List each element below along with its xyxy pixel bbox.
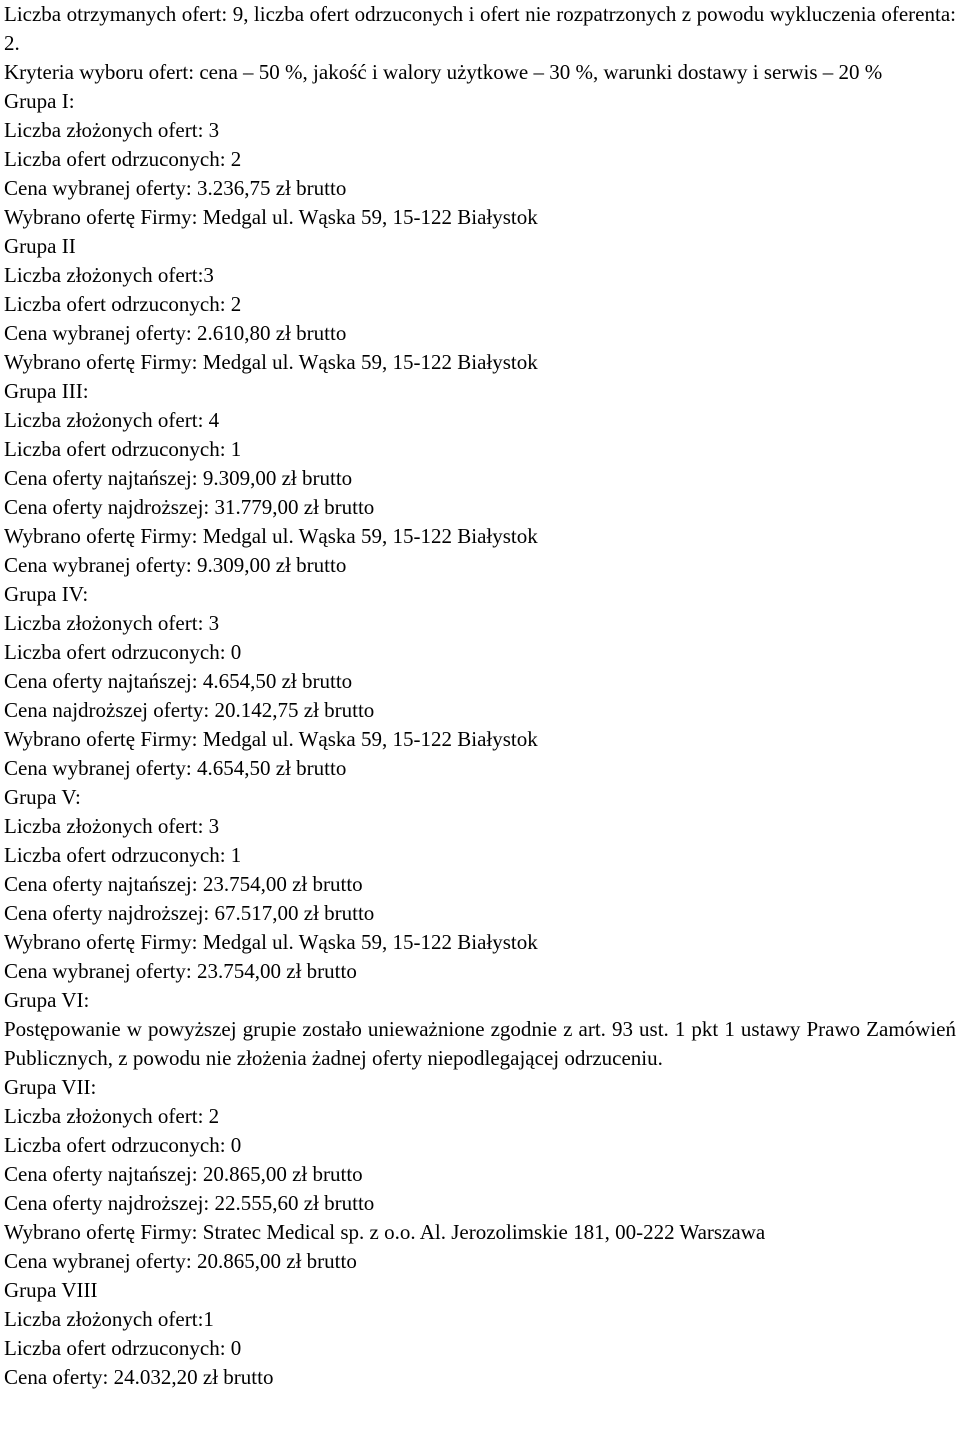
group-paragraph: Postępowanie w powyższej grupie zostało unieważnione zgodnie z art. 93 ust. 1 pkt 1 ustawy Prawo Zamówień Publicznych, z powodu nie złożenia żadnej oferty niepodlegającej odrzuceniu. (4, 1017, 956, 1070)
group-detail-line: Cena wybranej oferty: 3.236,75 zł brutto (4, 176, 347, 200)
group-detail-line: Liczba złożonych ofert: 2 (4, 1104, 220, 1128)
group-detail-line: Cena wybranej oferty: 4.654,50 zł brutto (4, 756, 347, 780)
group-detail-line: Cena wybranej oferty: 9.309,00 zł brutto (4, 553, 347, 577)
group-detail-line: Cena oferty najdroższej: 31.779,00 zł brutto (4, 495, 375, 519)
group-detail-line: Cena wybranej oferty: 23.754,00 zł brutto (4, 959, 357, 983)
group-detail-line: Liczba ofert odrzuconych: 2 (4, 292, 242, 316)
group-block (4, 377, 956, 580)
group-detail-line: Liczba złożonych ofert:1 (4, 1307, 214, 1331)
group-detail-line: Liczba złożonych ofert: 4 (4, 408, 220, 432)
group-detail-line: Cena wybranej oferty: 20.865,00 zł brutto (4, 1249, 357, 1273)
group-detail-line: Liczba ofert odrzuconych: 0 (4, 1336, 242, 1360)
group-detail-line: Wybrano ofertę Firmy: Medgal ul. Wąska 59, 15-122 Białystok (4, 205, 538, 229)
group-detail-line: Cena oferty najdroższej: 67.517,00 zł brutto (4, 901, 375, 925)
group-detail-line: Cena wybranej oferty: 2.610,80 zł brutto (4, 321, 347, 345)
group-detail-line: Liczba złożonych ofert: 3 (4, 814, 220, 838)
group-title: Grupa VII: (4, 1075, 97, 1099)
group-block (4, 580, 956, 783)
group-title: Grupa IV: (4, 582, 89, 606)
group-detail-line: Liczba złożonych ofert:3 (4, 263, 214, 287)
group-title: Grupa III: (4, 379, 89, 403)
group-detail-line: Wybrano ofertę Firmy: Medgal ul. Wąska 59, 15-122 Białystok (4, 727, 538, 751)
group-detail-line: Liczba ofert odrzuconych: 0 (4, 640, 242, 664)
group-title: Grupa VIII (4, 1278, 98, 1302)
group-detail-line: Cena oferty najtańszej: 20.865,00 zł brutto (4, 1162, 363, 1186)
group-detail-line: Liczba ofert odrzuconych: 1 (4, 437, 242, 461)
group-block (4, 783, 956, 986)
intro-offers-paragraph: Liczba otrzymanych ofert: 9, liczba ofert odrzuconych i ofert nie rozpatrzonych z powodu wykluczenia oferenta: 2. (4, 2, 956, 55)
group-title: Grupa II (4, 234, 76, 258)
group-detail-line: Cena najdroższej oferty: 20.142,75 zł brutto (4, 698, 375, 722)
group-block (4, 986, 956, 1073)
group-block (4, 87, 956, 232)
group-detail-line: Liczba ofert odrzuconych: 0 (4, 1133, 242, 1157)
group-detail-line: Wybrano ofertę Firmy: Stratec Medical sp. z o.o. Al. Jerozolimskie 181, 00-222 Warszawa (4, 1220, 766, 1244)
group-detail-line: Liczba złożonych ofert: 3 (4, 611, 220, 635)
group-block (4, 232, 956, 377)
group-block (4, 1073, 956, 1276)
group-detail-line: Cena oferty najtańszej: 23.754,00 zł brutto (4, 872, 363, 896)
groups-section (4, 87, 956, 1392)
group-detail-line: Cena oferty najdroższej: 22.555,60 zł brutto (4, 1191, 375, 1215)
group-detail-line: Cena oferty najtańszej: 4.654,50 zł brutto (4, 669, 353, 693)
group-detail-line: Liczba złożonych ofert: 3 (4, 118, 220, 142)
intro-criteria-paragraph: Kryteria wyboru ofert: cena – 50 %, jakość i walory użytkowe – 30 %, warunki dostawy i serwis – 20 % (4, 60, 883, 84)
group-detail-line: Wybrano ofertę Firmy: Medgal ul. Wąska 59, 15-122 Białystok (4, 350, 538, 374)
group-title: Grupa V: (4, 785, 81, 809)
group-detail-line: Cena oferty najtańszej: 9.309,00 zł brutto (4, 466, 353, 490)
group-detail-line: Wybrano ofertę Firmy: Medgal ul. Wąska 59, 15-122 Białystok (4, 930, 538, 954)
group-detail-line: Liczba ofert odrzuconych: 2 (4, 147, 242, 171)
group-detail-line: Wybrano ofertę Firmy: Medgal ul. Wąska 59, 15-122 Białystok (4, 524, 538, 548)
group-detail-line: Liczba ofert odrzuconych: 1 (4, 843, 242, 867)
group-title: Grupa I: (4, 89, 75, 113)
group-detail-line: Cena oferty: 24.032,20 zł brutto (4, 1365, 274, 1389)
group-title: Grupa VI: (4, 988, 90, 1012)
group-block (4, 1276, 956, 1392)
